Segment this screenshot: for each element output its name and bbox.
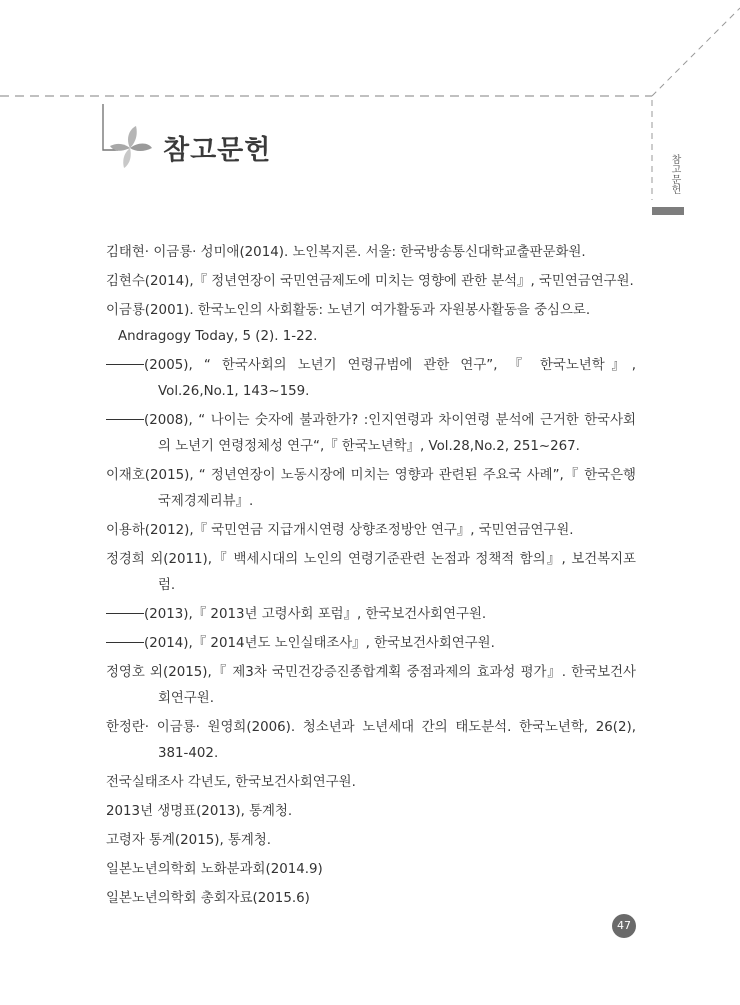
- reference-item: (2013),『 2013년 고령사회 포럼』, 한국보건사회연구원.: [106, 602, 636, 628]
- same-author-dash: [106, 642, 144, 643]
- reference-item: 일본노년의학회 노화분과회(2014.9): [106, 862, 323, 877]
- reference-item: 고령자 통계(2015), 통계청.: [106, 833, 272, 848]
- page-title: 참고문헌: [163, 135, 272, 166]
- side-section-bar: [652, 207, 684, 215]
- side-section-label: 참고문헌: [669, 154, 680, 194]
- reference-item-continuation: Andragogy Today, 5 (2). 1-22.: [118, 329, 318, 344]
- same-author-dash: [106, 364, 144, 365]
- reference-item: 정영호 외(2015),『 제3차 국민건강증진종합계획 중점과제의 효과성 평가』. 한국보건사회연구원.: [106, 665, 636, 706]
- reference-item: (2014),『 2014년도 노인실태조사』, 한국보건사회연구원.: [106, 631, 636, 657]
- reference-item: 김현수(2014),『 정년연장이 국민연금제도에 미치는 영향에 관한 분석』, 국민연금연구원.: [106, 274, 634, 289]
- reference-item: 이재호(2015), “ 정년연장이 노동시장에 미치는 영향과 관련된 주요국 사례”,『 한국은행국제경제리뷰』.: [106, 468, 636, 509]
- leaf-icon: [110, 126, 152, 168]
- reference-item: 김태현· 이금룡· 성미애(2014). 노인복지론. 서울: 한국방송통신대학교출판문화원.: [106, 245, 586, 260]
- reference-item: 전국실태조사 각년도, 한국보건사회연구원.: [106, 775, 356, 790]
- reference-item: 일본노년의학회 총회자료(2015.6): [106, 891, 310, 906]
- reference-item: 이금룡(2001). 한국노인의 사회활동: 노년기 여가활동과 자원봉사활동을 중심으로.: [106, 303, 591, 318]
- reference-item: 이용하(2012),『 국민연금 지급개시연령 상향조정방안 연구』, 국민연금연구원.: [106, 523, 574, 538]
- reference-item: 2013년 생명표(2013), 통계청.: [106, 804, 293, 819]
- same-author-dash: [106, 613, 144, 614]
- reference-item: 정경희 외(2011),『 백세시대의 노인의 연령기준관련 논점과 정책적 함의』, 보건복지포럼.: [106, 552, 636, 593]
- page-number: 47: [612, 914, 636, 938]
- reference-list: [106, 240, 636, 915]
- reference-item: (2008), “ 나이는 숫자에 불과한가? :인지연령과 차이연령 분석에 근거한 한국사회의 노년기 연령정체성 연구“,『 한국노년학』, Vol.28,No.2, 251~267.: [106, 408, 636, 460]
- same-author-dash: [106, 419, 144, 420]
- reference-item: 한정란· 이금룡· 원영희(2006). 청소년과 노년세대 간의 태도분석. 한국노년학, 26(2), 381-402.: [106, 720, 636, 761]
- title-bracket: [103, 104, 118, 150]
- reference-item: (2005), “ 한국사회의 노년기 연령규범에 관한 연구”, 『 한국노년학』, Vol.26,No.1, 143~159.: [106, 353, 636, 405]
- dashed-diagonal: [652, 8, 740, 96]
